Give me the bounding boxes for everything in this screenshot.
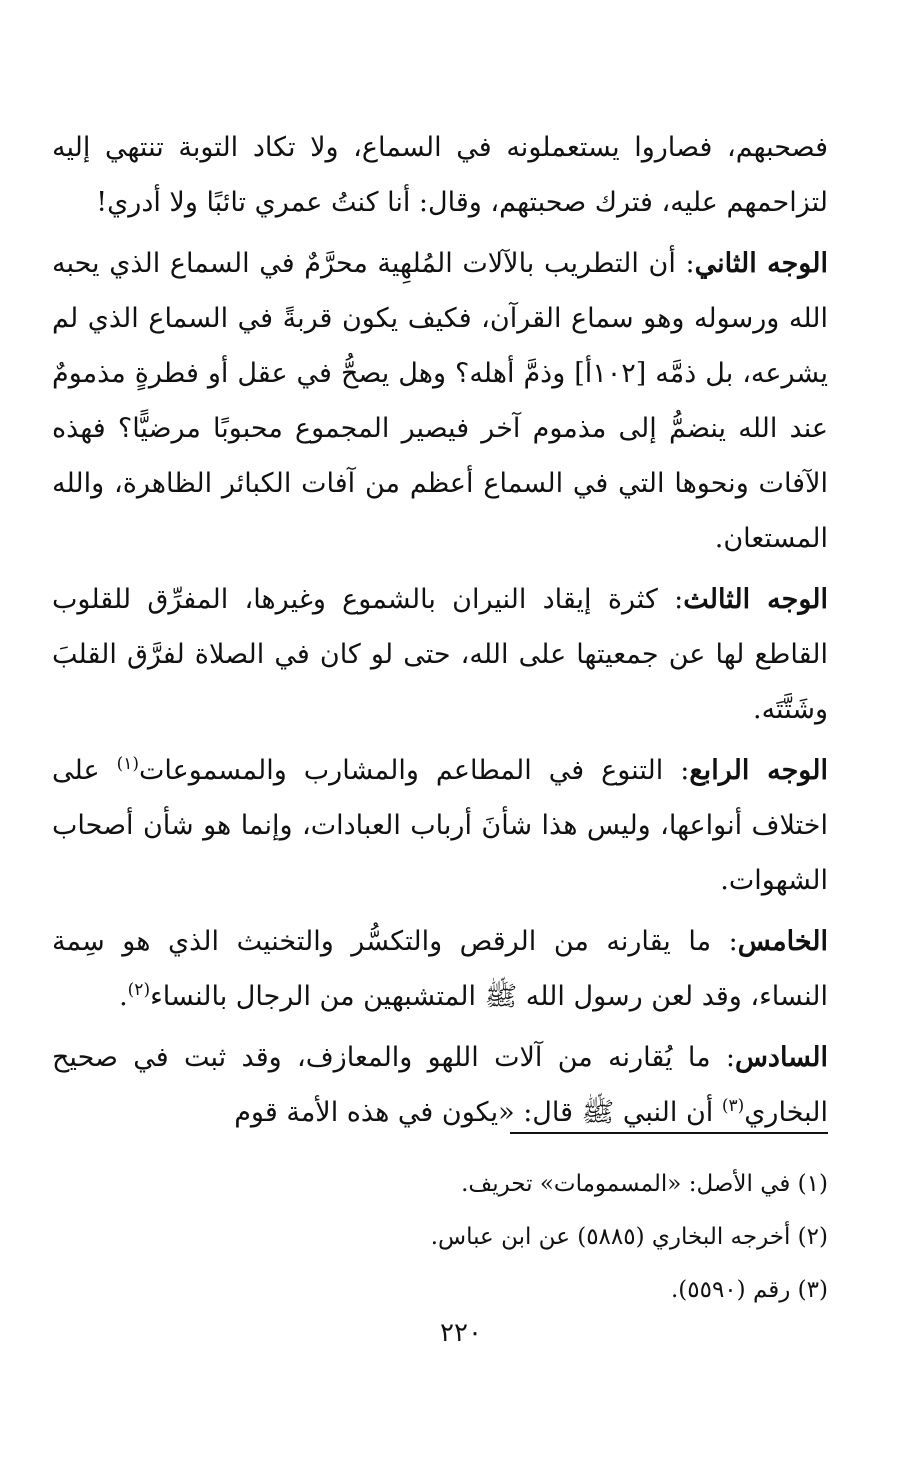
paragraph-text: على اختلاف أنواعها، وليس هذا شأنَ أرباب العبادات، وإنما هو شأن أصحاب الشهوات. [52,755,828,896]
paragraph-text: : التنوع في المطاعم والمشارب والمسموعات [138,755,690,786]
paragraph-fifth-aspect [52,914,828,1024]
paragraph-heading: الوجه الثالث [683,584,828,615]
paragraph-text: : كثرة إيقاد النيران بالشموع وغيرها، المفرِّق للقلوب القاطع لها عن جمعيتها على الله، حتى لو كان في الصلاة لفرَّق القلبَ وشَتَّتَه. [52,584,828,725]
paragraph-text: : أن التطريب بالآلات المُلهِية محرَّمٌ في السماع الذي يحبه الله ورسوله وهو سماع القرآن، فكيف يكون قربةً في السماع الذي لم يشرعه، بل ذمَّه [١٠٢أ] وذمَّ أهله؟ وهل يصحُّ في عقل أو فطرةٍ مذمومٌ عند الله ينضمُّ إلى مذموم آخر فيصير المجموع محبوبًا مرضيًّا؟ فهذه الآفات ونحوها التي في السماع أعظم من آفات الكبائر الظاهرة، والله المستعان. [52,248,828,554]
footnote-divider [510,1132,828,1134]
footnote-marker[interactable]: (١) [116,754,139,774]
paragraph-text: : ما يقارنه من الرقص والتكسُّر والتخنيث الذي هو سِمة النساء، وقد لعن رسول الله ﷺ المتشبهين من الرجال بالنساء [52,926,828,1012]
paragraph-heading: الخامس [737,926,829,957]
paragraph-continuation [52,120,828,230]
paragraph-heading: الوجه الثاني [694,248,828,279]
paragraph-sixth-aspect [52,1030,828,1140]
footnotes [52,1158,828,1317]
paragraph-text: : ما يُقارنه من آلات اللهو والمعازف، وقد ثبت في صحيح البخاري [52,1042,828,1128]
paragraph-text: فصحبهم، فصاروا يستعملونه في السماع، ولا تكاد التوبة تنتهي إليه لتزاحمهم عليه، فترك صحبتهم، وقال: أنا كنتُ عمري تائبًا ولا أدري! [52,132,828,218]
paragraph-text: أن النبي ﷺ قال: «يكون في هذه الأمة قوم [234,1097,722,1128]
paragraph-heading: الوجه الرابع [689,755,828,786]
footnote-item: (٢) أخرجه البخاري (٥٨٨٥) عن ابن عباس. [430,1224,828,1250]
main-text [52,120,828,1146]
paragraph-text: . [119,981,128,1012]
footnote-item: (٣) رقم (٥٥٩٠). [670,1277,828,1303]
paragraph-heading: السادس [734,1042,828,1073]
paragraph-second-aspect [52,236,828,566]
paragraph-fourth-aspect [52,743,828,908]
page-number: ٢٢٠ [440,1318,482,1348]
footnote-item: (١) في الأصل: «المسمومات» تحريف. [461,1171,828,1197]
footnote-marker[interactable]: (٢) [127,980,151,1000]
footnote-marker[interactable]: (٣) [721,1096,745,1116]
paragraph-third-aspect [52,572,828,737]
